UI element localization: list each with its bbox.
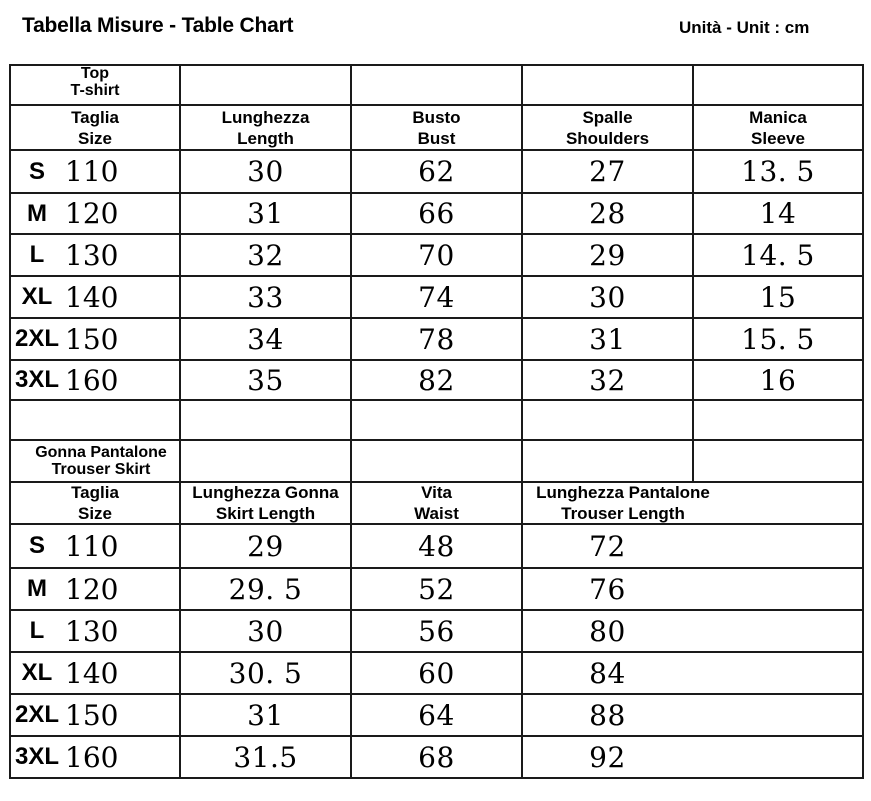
section-label-top <box>11 60 179 104</box>
size-letter: 3XL <box>14 743 59 770</box>
table-cell: 60 <box>418 656 455 690</box>
header-line: Lunghezza Gonna <box>192 483 339 502</box>
size-number: 140 <box>65 280 119 314</box>
header-line: Sleeve <box>751 128 805 148</box>
size-letter: M <box>27 575 47 602</box>
column-header <box>181 483 350 523</box>
header-line: Length <box>237 128 294 148</box>
size-letter: 2XL <box>14 325 59 352</box>
table-cell: 28 <box>589 197 626 230</box>
table-cell: 30 <box>247 614 284 648</box>
size-letter: M <box>27 199 47 227</box>
table-cell: 31.5 <box>233 740 298 774</box>
table-cell: 78 <box>418 322 455 356</box>
section-label-line: Trouser Skirt <box>51 461 151 478</box>
size-number: 120 <box>65 197 119 230</box>
table-cell: 62 <box>418 155 455 188</box>
header-line: Skirt Length <box>215 504 316 523</box>
column-header <box>352 483 521 523</box>
section-label-bottom <box>10 441 192 481</box>
size-cell <box>11 277 179 317</box>
table-cell: 16 <box>759 363 797 397</box>
table-cell: 32 <box>589 363 626 397</box>
header-line: Trouser Length <box>561 504 685 523</box>
table-cell: 29 <box>247 529 284 563</box>
size-cell <box>11 319 179 359</box>
header-line: Size <box>77 128 113 148</box>
table-cell: 30 <box>589 280 626 314</box>
section-label-line: T-shirt <box>70 82 120 99</box>
table-cell: 48 <box>418 529 455 563</box>
header-line: Busto <box>412 107 461 127</box>
size-number: 150 <box>65 322 119 356</box>
table-cell: 31 <box>247 698 284 732</box>
size-number: 160 <box>65 740 119 774</box>
table-cell: 29 <box>589 238 626 272</box>
header-line: Bust <box>417 128 456 148</box>
table-cell: 84 <box>589 656 626 690</box>
table-cell: 52 <box>418 572 455 606</box>
table-cell: 82 <box>418 363 455 397</box>
size-cell <box>11 569 179 609</box>
table-cell: 35 <box>247 363 284 397</box>
table-cell: 74 <box>418 280 455 314</box>
page-title: Tabella Misure - Table Chart <box>22 14 294 37</box>
size-letter: XL <box>21 659 53 686</box>
table-cell: 32 <box>247 238 284 272</box>
table-cell: 15 <box>759 280 797 314</box>
table-cell: 30 <box>247 155 284 188</box>
size-cell <box>11 194 179 233</box>
table-cell: 72 <box>589 529 626 563</box>
size-number: 140 <box>65 656 119 690</box>
table-cell: 27 <box>589 155 626 188</box>
table-cell: 14 <box>759 197 797 230</box>
header-line: Manica <box>749 107 807 127</box>
size-number: 110 <box>65 529 119 563</box>
size-letter: S <box>28 532 45 559</box>
header-line: Lunghezza Pantalone <box>536 483 710 502</box>
size-cell <box>11 235 179 275</box>
section-label-line: Top <box>80 65 110 82</box>
size-cell <box>11 611 179 651</box>
size-letter: 2XL <box>14 701 59 728</box>
table-border <box>862 64 864 779</box>
table-cell: 31 <box>247 197 284 230</box>
table-cell: 88 <box>589 698 626 732</box>
table-cell: 30. 5 <box>228 656 303 690</box>
header-line: Taglia <box>71 483 119 502</box>
header-line: Waist <box>414 504 459 523</box>
table-cell: 56 <box>418 614 455 648</box>
size-letter: L <box>29 241 45 268</box>
size-cell <box>11 525 179 567</box>
size-number: 150 <box>65 698 119 732</box>
size-letter: L <box>29 617 45 644</box>
table-cell: 31 <box>589 322 626 356</box>
column-header <box>352 106 521 149</box>
table-cell: 34 <box>247 322 284 356</box>
column-header <box>11 106 179 149</box>
size-cell <box>11 653 179 693</box>
table-cell: 14. 5 <box>741 238 815 272</box>
table-cell: 33 <box>247 280 284 314</box>
table-rule <box>9 777 864 779</box>
table-cell: 29. 5 <box>228 572 303 606</box>
column-header <box>694 106 862 149</box>
table-cell: 92 <box>589 740 626 774</box>
unit-label: Unità - Unit : cm <box>679 18 810 37</box>
header-line: Shoulders <box>565 128 650 148</box>
column-header <box>11 483 179 523</box>
section-label-line: Gonna Pantalone <box>35 444 167 461</box>
header-line: Size <box>77 504 113 523</box>
size-number: 120 <box>65 572 119 606</box>
column-header <box>181 106 350 149</box>
size-number: 160 <box>65 363 119 397</box>
size-cell <box>11 151 179 192</box>
header-line: Vita <box>421 483 452 502</box>
size-letter: XL <box>21 283 53 310</box>
size-cell <box>11 737 179 777</box>
table-cell: 13. 5 <box>741 155 815 188</box>
table-cell: 76 <box>589 572 626 606</box>
size-cell <box>11 695 179 735</box>
table-cell: 80 <box>589 614 626 648</box>
table-rule <box>9 399 864 401</box>
table-cell: 68 <box>418 740 455 774</box>
size-letter: 3XL <box>14 366 59 393</box>
header-line: Taglia <box>71 107 119 127</box>
header-line: Lunghezza <box>221 107 310 127</box>
header-line: Spalle <box>582 107 633 127</box>
size-number: 110 <box>65 155 119 188</box>
table-cell: 66 <box>418 197 455 230</box>
table-cell: 15. 5 <box>741 322 815 356</box>
size-number: 130 <box>65 614 119 648</box>
column-header <box>523 483 723 523</box>
table-cell: 70 <box>418 238 455 272</box>
table-cell: 64 <box>418 698 455 732</box>
column-header <box>523 106 692 149</box>
size-letter: S <box>28 157 45 185</box>
size-number: 130 <box>65 238 119 272</box>
size-cell <box>11 361 179 399</box>
